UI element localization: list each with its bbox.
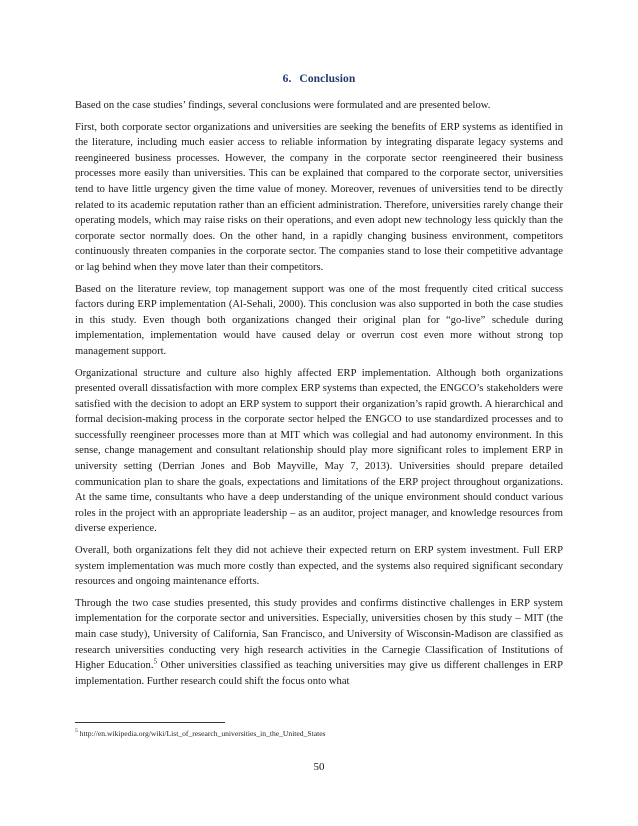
paragraph: Based on the literature review, top management support was one of the most frequently cited critical success factors during ERP implementation (Al-Sehali, 2000). This conclusion was also supported in both the case studies in this study. Even though both organizations changed their original plan for “go-live” schedule during implementation, implementation would have caused delay or overrun cost even more without strong top management support. [75, 283, 563, 357]
section-title: Conclusion [299, 73, 356, 85]
footnote-marker: 5 [75, 728, 78, 735]
page-number: 50 [313, 761, 325, 773]
footnote-divider [75, 722, 225, 723]
paragraph: Overall, both organizations felt they did not achieve their expected return on ERP system investment. Full ERP system implementation was much more costly than expected, and the systems also required significant secondary resources and ongoing maintenance efforts. [75, 545, 563, 588]
footnote-url[interactable]: http://en.wikipedia.org/wiki/List_of_research_universities_in_the_United_States [79, 729, 326, 738]
section-number: 6. [282, 73, 292, 85]
footnote-reference[interactable]: 5 [153, 657, 157, 666]
paragraph-text-continued: Other universities classified as teaching universities may give us different challenges in ERP implementation. Further research could shift the focus onto what [75, 660, 563, 687]
paragraph: Based on the case studies’ findings, several conclusions were formulated and are presented below. [75, 100, 491, 111]
section-heading [0, 73, 638, 85]
footnote [75, 729, 326, 738]
paragraph-last [75, 596, 563, 690]
paragraph-text: Through the two case studies presented, this study provides and confirms distinctive challenges in ERP system implementation for the corporate sector and universities. Especially, universities chosen by this study – MIT (the main case study), University of California, San Francisco, and University of Wisconsin-Madison are classified as research universities conducting very high research activities in the Carnegie Classification of Institutions of Higher Education. [75, 597, 563, 672]
body-text [75, 98, 563, 695]
paragraph: Organizational structure and culture also highly affected ERP implementation. Although both organizations presented overall dissatisfaction with more complex ERP systems than expected, the ENGCO’s stakeholders were satisfied with the decision to adopt an ERP system to support their organization’s rapid growth. A hierarchical and formal decision-making process in the corporate sector helped the ENGCO to use standardized processes and to successfully reengineer processes more than at MIT which was collegial and had autonomy environment. In this sense, change management and consultant relationship should play more significant roles to implement ERP in university setting (Derrian Jones and Bob Mayville, May 7, 2013). Universities should prepare detailed communication plan to share the goals, expectations and limitations of the ERP project throughout organizations. At the same time, consultants who have a deep understanding of the unique environment should conduct various roles in the project with an appropriate leadership – as an auditor, project manager, and knowledge resources from diverse experience. [75, 367, 563, 535]
paragraph: First, both corporate sector organizations and universities are seeking the benefits of ERP systems as identified in the literature, including much easier access to reliable information by integrating disparate legacy systems and reengineered business processes. However, the company in the corporate sector reengineered their business processes more easily than universities. This can be explained that compared to the corporate sector, universities tend to have little urgency given the time value of money. Moreover, revenues of universities tend to be directly related to its academic reputation rather than an efficient administration. Therefore, universities rarely change their operating models, which may raise risks on their operations, and even adopt new technology less quickly than the corporate sector normally does. On the other hand, in a rapidly changing business environment, competitors continuously threaten companies in the corporate sector. The companies stand to lose their competitive advantage or lag behind when they move later than their competitors. [75, 121, 563, 273]
